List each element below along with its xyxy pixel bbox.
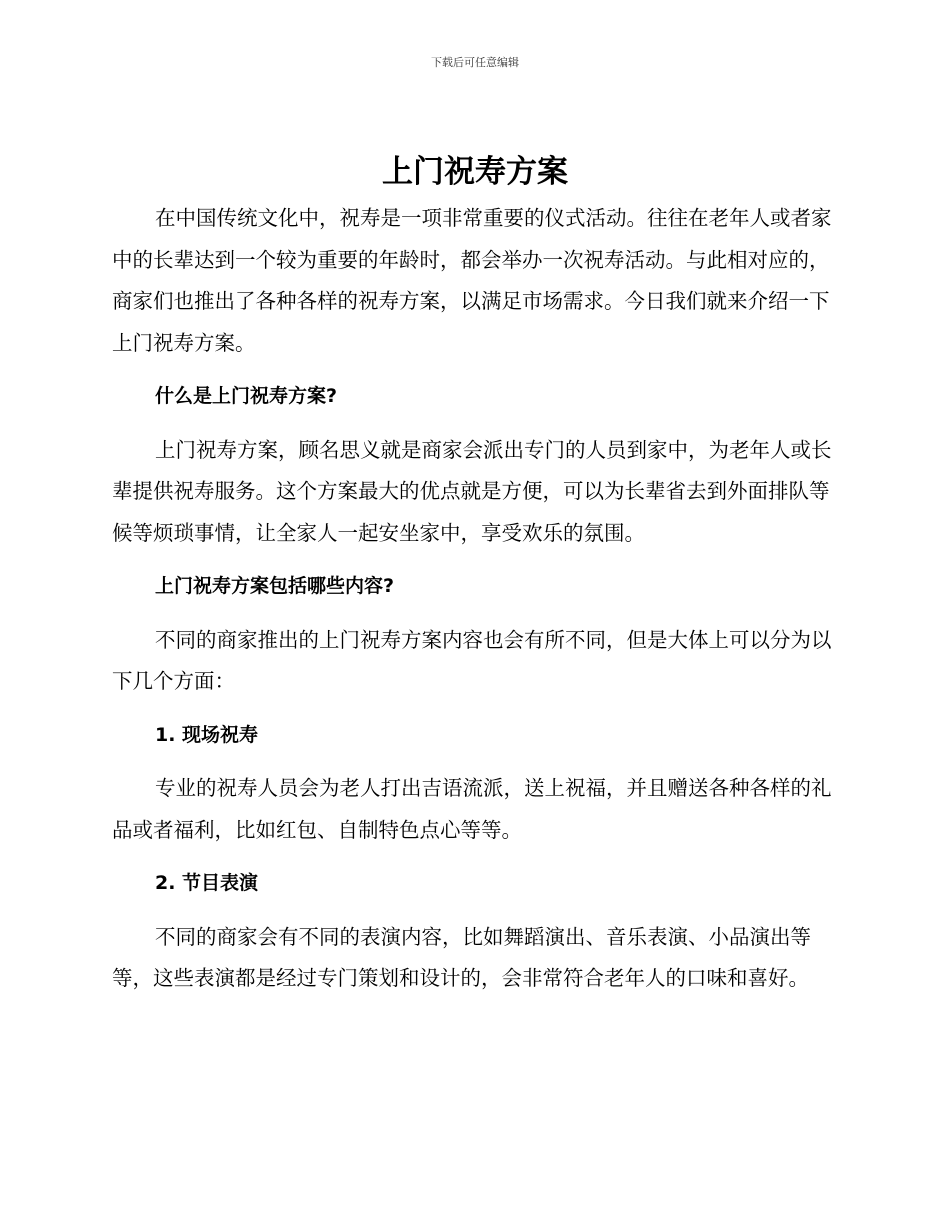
document-title: 上门祝寿方案	[382, 154, 568, 190]
intro-paragraph: 在中国传统文化中，祝寿是一项非常重要的仪式活动。往往在老年人或者家中的长辈达到一个较为重要的年龄时，都会举办一次祝寿活动。与此相对应的，商家们也推出了各种各样的祝寿方案，以满足市场需求。今日我们就来介绍一下上门祝寿方案。	[112, 206, 832, 355]
paragraph: 上门祝寿方案，顾名思义就是商家会派出专门的人员到家中，为老年人或长辈提供祝寿服务。这个方案最大的优点就是方便，可以为长辈省去到外面排队等候等烦琐事情，让全家人一起安坐家中，享受欢乐的氛围。	[112, 437, 832, 545]
subsection-heading: 1. 现场祝寿	[155, 723, 259, 746]
page-header: 下载后可任意编辑	[431, 56, 519, 69]
document-body	[112, 198, 832, 1000]
section-heading: 什么是上门祝寿方案?	[155, 385, 338, 407]
paragraph: 不同的商家会有不同的表演内容，比如舞蹈演出、音乐表演、小品演出等等，这些表演都是经过专门策划和设计的，会非常符合老年人的口味和喜好。	[112, 924, 811, 990]
section-heading: 上门祝寿方案包括哪些内容?	[155, 575, 395, 597]
paragraph: 专业的祝寿人员会为老人打出吉语流派，送上祝福，并且赠送各种各样的礼品或者福利，比如红包、自制特色点心等等。	[112, 776, 832, 842]
subsection-heading: 2. 节目表演	[155, 872, 259, 894]
paragraph: 不同的商家推出的上门祝寿方案内容也会有所不同，但是大体上可以分为以下几个方面：	[112, 627, 832, 693]
